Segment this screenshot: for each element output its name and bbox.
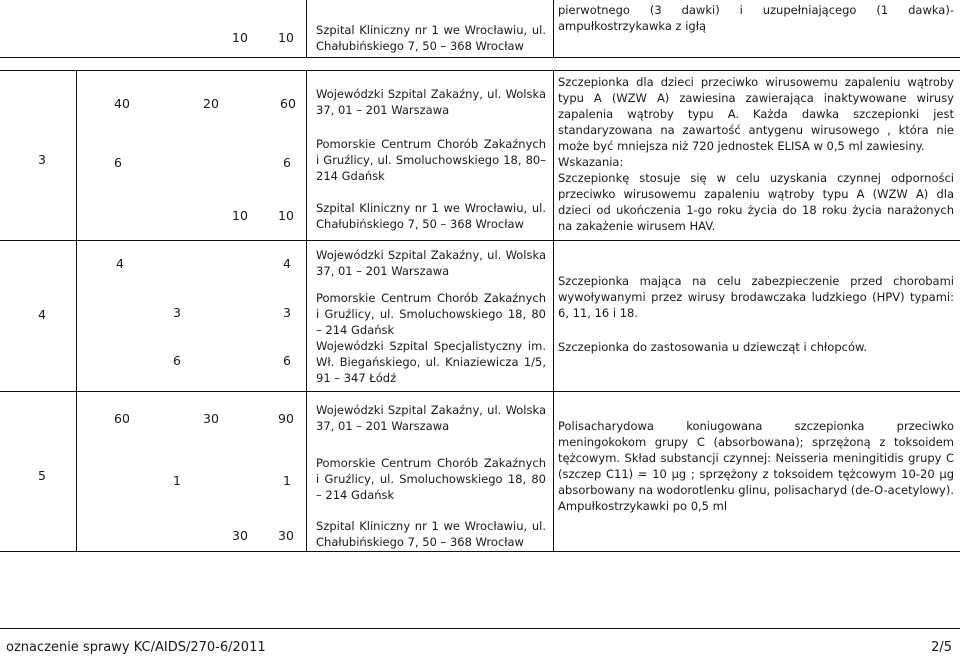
row4-hospital-3: Wojewódzki Szpital Specjalistyczny im. Wł. Biegańskiego, ul. Kniaziewicza 1/5, 91 – 347 Łódź <box>316 339 546 385</box>
row4-sub2-c: 3 <box>283 305 291 320</box>
row5-sub3-c: 30 <box>278 528 294 543</box>
row5-sub2-a: 1 <box>173 473 181 488</box>
row4-sub1-c: 4 <box>283 256 291 271</box>
row3-a: 40 <box>114 96 130 111</box>
row3-desc-main: Szczepionka dla dzieci przeciwko wirusowemu zapaleniu wątroby typu A (WZW A) zawiesina zawierająca inaktywowane wirusy zapalenia wątroby typu A. Każda dawka szczepionki jest standaryzowana na zawartość antygenu wirusowego , która nie może być mniejsza niż 720 jednostek ELISA w 0,5 ml zawiesiny. <box>558 75 954 153</box>
row4-sub2-b: 3 <box>173 305 181 320</box>
row4-lp: 4 <box>38 307 46 322</box>
row0-qty-total: 10 <box>278 30 294 45</box>
row4-sub3-c: 6 <box>283 353 291 368</box>
row3-sub3-b: 10 <box>232 208 248 223</box>
row0-qty-b: 10 <box>232 30 248 45</box>
row0-description: pierwotnego (3 dawki) i uzupełniającego (1 dawka)- ampułkostrzykawka z igłą <box>558 3 954 33</box>
row5-sub2-c: 1 <box>283 473 291 488</box>
row5-sub1-c: 90 <box>278 411 294 426</box>
row5-hospital-3: Szpital Kliniczny nr 1 we Wrocławiu, ul. Chałubińskiego 7, 50 – 368 Wrocław <box>316 519 546 549</box>
row3-hospital-3: Szpital Kliniczny nr 1 we Wrocławiu, ul. Chałubińskiego 7, 50 – 368 Wrocław <box>316 201 546 231</box>
row5-sub1-b: 30 <box>203 411 219 426</box>
row3-sub3-c: 10 <box>278 208 294 223</box>
row3-b: 20 <box>203 96 219 111</box>
row3-lp: 3 <box>38 152 46 167</box>
row5-hospital-1: Wojewódzki Szpital Zakaźny, ul. Wolska 37, 01 – 201 Warszawa <box>316 403 546 433</box>
row4-description-2: Szczepionka do zastosowania u dziewcząt i chłopców. <box>558 340 867 354</box>
row5-lp: 5 <box>38 468 46 483</box>
row3-hospital-2: Pomorskie Centrum Chorób Zakaźnych i Gruźlicy, ul. Smoluchowskiego 18, 80–214 Gdańsk <box>316 137 546 183</box>
row5-sub3-b: 30 <box>232 528 248 543</box>
row3-c: 60 <box>280 96 296 111</box>
row3-description <box>558 74 954 234</box>
row3-desc-indications: Wskazania: <box>558 155 624 169</box>
row3-total: 6 <box>114 155 122 170</box>
row0-hospital: Szpital Kliniczny nr 1 we Wrocławiu, ul. Chałubińskiego 7, 50 – 368 Wrocław <box>316 23 546 53</box>
row3-hospital-1: Wojewódzki Szpital Zakaźny, ul. Wolska 37, 01 – 201 Warszawa <box>316 87 546 117</box>
page-number: 2/5 <box>931 640 952 655</box>
row4-description-1: Szczepionka mająca na celu zabezpieczenie przed chorobami wywoływanymi przez wirusy brodawczaka ludzkiego (HPV) typami: 6, 11, 16 i 18. <box>558 274 954 320</box>
row3-desc-usage: Szczepionkę stosuje się w celu uzyskania czynnej odporności przeciwko wirusowemu zapaleniu wątroby typu A (WZW A) dla dzieci od ukończenia 1-go roku życia do 18 roku życia narażonych na zakażenie wirusem HAV. <box>558 171 954 233</box>
row4-hospital-1: Wojewódzki Szpital Zakaźny, ul. Wolska 37, 01 – 201 Warszawa <box>316 248 546 278</box>
row3-sub2-c: 6 <box>283 155 291 170</box>
row4-hospital-2: Pomorskie Centrum Chorób Zakaźnych i Gruźlicy, ul. Smoluchowskiego 18, 80 – 214 Gdańsk <box>316 291 546 337</box>
case-reference: oznaczenie sprawy KC/AIDS/270-6/2011 <box>6 640 266 655</box>
row4-sub3-b: 6 <box>173 353 181 368</box>
row5-sub1-a: 60 <box>114 411 130 426</box>
row5-hospital-2: Pomorskie Centrum Chorób Zakaźnych i Gruźlicy, ul. Smoluchowskiego 18, 80 – 214 Gdańsk <box>316 456 546 502</box>
row5-description: Polisacharydowa koniugowana szczepionka przeciwko meningokokom grupy C (absorbowana); sprzężoną z toksoidem tężcowym. Skład substancji czynnej: Neisseria meningitidis grupy C (szczep C11) = 10 µg ; sprzężony z toksoidem tężcowym 10-20 µg absorbowany na wodorotlenku glinu, polisacharyd (de-O-acetylowy). Ampułkostrzykawki po 0,5 ml <box>558 419 954 513</box>
row4-sub1-b: 4 <box>116 256 124 271</box>
